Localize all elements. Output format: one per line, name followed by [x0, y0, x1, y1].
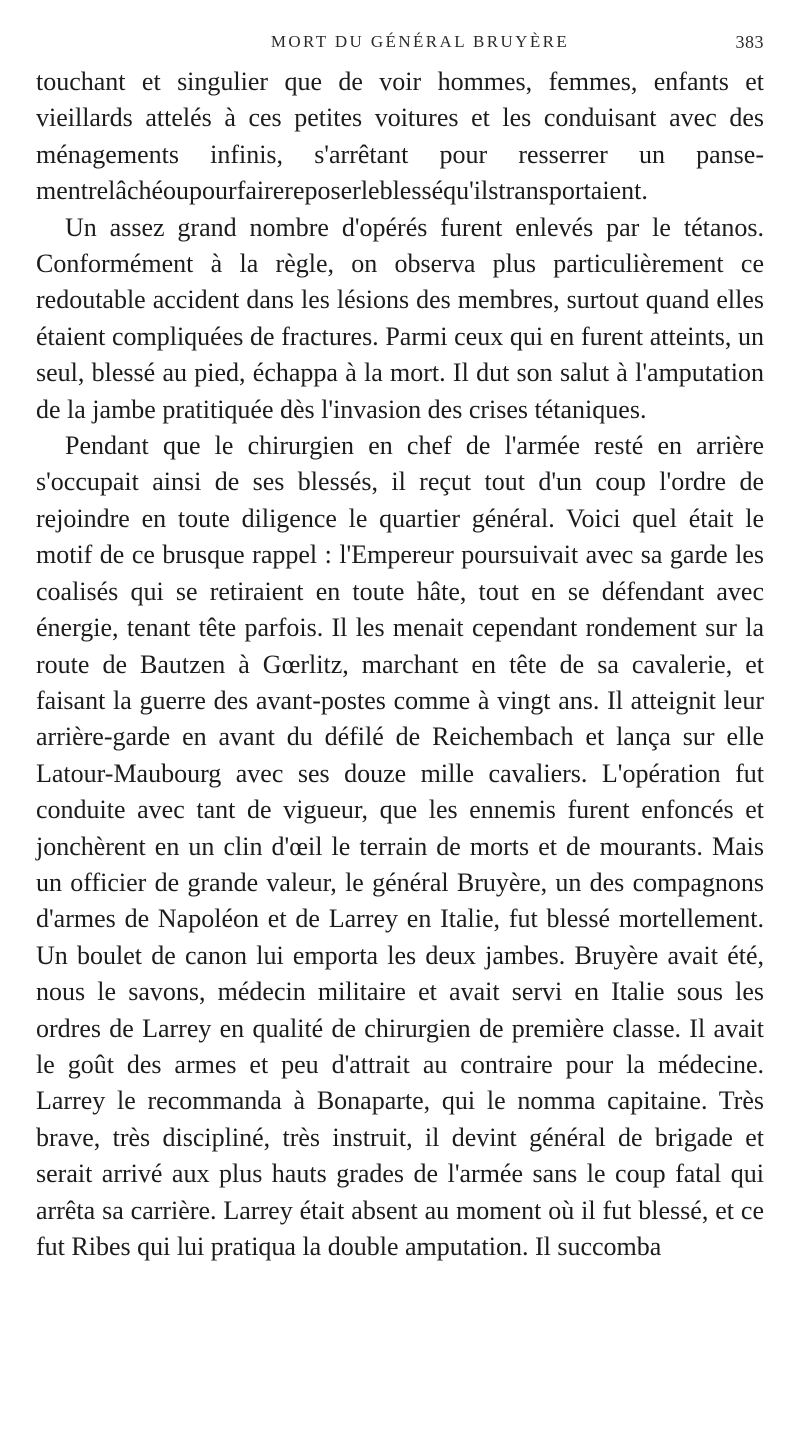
running-title: MORT DU GÉNÉRAL BRUYÈRE [270, 32, 570, 51]
body-text [36, 64, 764, 1265]
page-number: 383 [735, 32, 764, 52]
paragraph-bruyere: Pendant que le chirurgien en chef de l'armée resté en arrière s'occupait ainsi de ses blessés, il reçut tout d'un coup l'ordre de rejoindre en toute diligence le quartier général. Voici quel était le motif de ce brusque rappel : l'Empereur poursuivait avec sa garde les coalisés qui se retiraient en toute hâte, tout en se défendant avec énergie, tenant tête parfois. Il les menait cependant rondement sur la route de Bautzen à Gœrlitz, marchant en tête de sa cavalerie, et faisant la guerre des avant-postes comme à vingt ans. Il atteignit leur arrière-garde en avant du défilé de Reichembach et lança sur elle Latour-Maubourg avec ses douze mille cavaliers. L'opération fut conduite avec tant de vigueur, que les ennemis furent enfoncés et jonchèrent en un clin d'œil le terrain de morts et de mourants. Mais un officier de grande valeur, le général Bruyère, un des compagnons d'armes de Napoléon et de Larrey en Italie, fut blessé mortellement. Un boulet de canon lui emporta les deux jambes. Bruyère avait été, nous le savons, médecin militaire et avait servi en Italie sous les ordres de Larrey en qualité de chirurgien de première classe. Il avait le goût des armes et peu d'attrait au contraire pour la médecine. Larrey le recommanda à Bonaparte, qui le nomma capitaine. Très brave, très discipliné, très instruit, il devint général de brigade et serait arrivé aux plus hauts grades de l'armée sans le coup fatal qui arrêta sa carrière. Larrey était absent au moment où il fut blessé, et ce fut Ribes qui lui pratiqua la double amputation. Il succomba [36, 431, 764, 1261]
paragraph-continued: touchant et singulier que de voir hommes, femmes, enfants et vieillards attelés à ces petites voitures et les conduisant avec des ménagements infinis, s'arrêtant pour resserrer un pansementrelâchéoupourfairereposerleblesséqu'ilstransportaient. [36, 67, 764, 206]
running-head [36, 30, 764, 64]
paragraph-tetanus: Un assez grand nombre d'opérés furent enlevés par le tétanos. Conformément à la règle, on observa plus particulièrement ce redoutable accident dans les lésions des membres, surtout quand elles étaient compliquées de fractures. Parmi ceux qui en furent atteints, un seul, blessé au pied, échappa à la mort. Il dut son salut à l'amputation de la jambe pratitiquée dès l'invasion des crises tétaniques. [36, 212, 764, 424]
